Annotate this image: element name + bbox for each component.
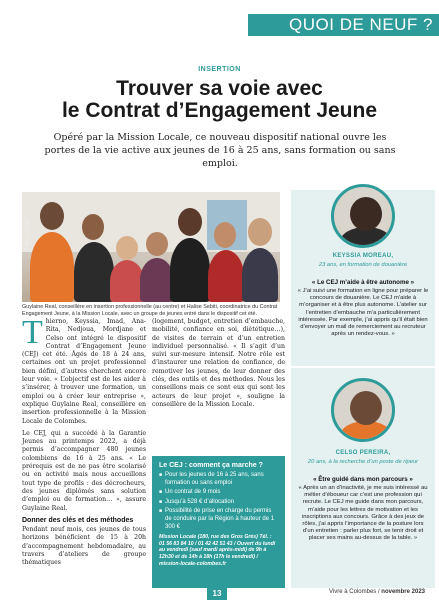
publication-name: Vivre à Colombes / xyxy=(329,589,382,595)
photo-credit: © Alain Gellé xyxy=(25,218,31,252)
dropcap: T xyxy=(22,314,43,351)
cej-info-box xyxy=(152,456,285,588)
person-figure xyxy=(74,242,114,302)
article-title-line2: le Contrat d’Engagement Jeune xyxy=(61,99,378,122)
article-rubric: INSERTION xyxy=(198,66,241,73)
testimonial-name: CELSO PEREIRA, xyxy=(335,450,391,456)
person-figure xyxy=(140,258,174,302)
article-lead: Opéré par la Mission Locale, ce nouveau dispositif national ouvre les portes de la vie active aux jeunes de 16 à 25 ans, sans formation ou sans emploi. xyxy=(44,132,396,169)
cej-contact: Mission Locale (180, rue des Gros Grès) Tél. : 01 56 83 84 10 / 01 42 42 51 43 / Ouvert du lundi au vendredi (sauf mardi après-midi) de 9h à 12h30 et de 14h à 18h (17h le vendredi) / mission-locale-colombes.fr xyxy=(159,534,276,567)
article-title-line1: Trouver sa voie avec xyxy=(116,77,323,100)
cej-list-item: ■ Un contrat de 9 mois xyxy=(159,489,278,497)
photo-caption: Guylaine Real, conseillère en insertion professionnelle (au centre) et Halise Sebiti, coordinatrice du Contrat Engagement Jeune, à la Mission Locale, avec un groupe de jeunes entré dans le dispositif cet été. xyxy=(22,304,278,317)
portrait xyxy=(331,378,395,442)
cej-list xyxy=(159,472,278,531)
publication-issue: novembre 2023 xyxy=(381,589,425,595)
group-photo xyxy=(22,192,280,302)
section-title: QUOI DE NEUF ? xyxy=(289,15,433,34)
cej-list-item: ■ Pour les jeunes de 16 à 25 ans, sans formation ou sans emploi xyxy=(159,472,278,487)
article-title xyxy=(0,78,439,122)
person-figure xyxy=(242,248,278,302)
footer-publication xyxy=(329,589,425,595)
person-figure xyxy=(208,250,244,302)
cej-box-title: Le CEJ : comment ça marche ? xyxy=(159,462,263,469)
page-number: 13 xyxy=(207,588,227,600)
testimonial-quote-title: « Le CEJ m’aide à être autonome » xyxy=(311,279,415,286)
testimonial-celso xyxy=(291,368,435,588)
article-paragraph: hierno, Keyssia, Imad, Ana-Rita, Nedjoua, Mordjane et Celso ont intégré le dispositif Contrat d’Engagement Jeune (CEJ) cet été. Âgés de 18 à 24 ans, certaines ont un projet professionnel bien défini, d’autres cherchent encore leur voie. « L’objectif est de les aider à s’insérer, à trouver une formation, un emploi ou à créer leur entreprise », explique Guylaine Real, conseillère en insertion professionnelle à la Mission Locale de Colombes. xyxy=(22,318,146,425)
testimonial-role: 20 ans, à la recherche d’un poste de ripeur xyxy=(307,459,419,465)
article-column-1 xyxy=(22,314,146,572)
section-header xyxy=(0,0,439,44)
portrait xyxy=(331,184,395,248)
testimonial-quote-title: « Être guidé dans mon parcours » xyxy=(313,476,413,483)
article-subhead: Donner des clés et des méthodes xyxy=(22,516,134,524)
article-paragraph: (logement, budget, entretien d’embauche, mobilité, confiance en soi, diététique…), de visites de terrain et d’un entretien individuel personnalisé. « Il s’agit d’un suivi sur-mesure intensif. Notre rôle est d’instaurer une relation de confiance, de remotiver les jeunes, de leur donner des clés, des outils et des méthodes. Nous les conseillons mais ce sont eux qui sont les acteurs de leur projet », souligne la conseillère de la Mission Locale. xyxy=(152,318,285,408)
article-paragraph: Le CEJ, qui a succédé à la Garantie Jeunes au printemps 2022, a déjà permis d’accompagner 480 jeunes colombiens de 16 à 25 ans. « Le prérequis est de ne pas être scolarisé ou en activité mais nous accueillons tout type de profils : des décrocheurs, des jeunes diplômés sans solution d’emploi ou de formation… », assure Guylaine Real. xyxy=(22,429,146,512)
person-figure xyxy=(30,232,74,302)
person-figure xyxy=(110,260,144,302)
testimonial-quote: « Après un an d’inactivité, je me suis intéressé au métier d’éboueur car c’est une profession qui recrute. Le CEJ me guide dans mon parcours, m’aide pour les lettres de motivation et les inscriptions aux concours. Grâce à des jeux de rôles, j’ai appris l’importance de la posture lors d’un entretien : parler plus fort, se tenir droit et placer ses mains au-dessus de la table. » xyxy=(298,485,428,542)
testimonial-keyssia xyxy=(291,190,435,366)
person-figure xyxy=(170,238,210,302)
article-column-2 xyxy=(152,318,285,413)
cej-list-item: ■ Jusqu’à 528 € d’allocation xyxy=(159,499,278,507)
testimonial-role: 23 ans, en formation de douanière xyxy=(318,262,408,268)
cej-list-item: ■ Possibilité de prise en charge du permis de conduire par la Région à hauteur de 1 300 € xyxy=(159,508,278,531)
testimonial-name: KEYSSIA MOREAU, xyxy=(332,253,394,259)
article-paragraph: Pendant neuf mois, ces jeunes de tous horizons bénéficient de 15 à 20h d’accompagnement hebdomadaire, au travers d’ateliers de groupe thématiques xyxy=(22,526,146,567)
testimonial-quote: « J’ai suivi une formation en ligne pour préparer le concours de douanière. Le CEJ m’aide à m’organiser et à être plus autonome. L’atelier sur l’entretien d’embauche m’a particulièrement intéressée. Par exemple, j’ai appris qu’il était bien d’envoyer un mail de remerciement au recruteur après un rendez-vous. » xyxy=(297,288,429,338)
